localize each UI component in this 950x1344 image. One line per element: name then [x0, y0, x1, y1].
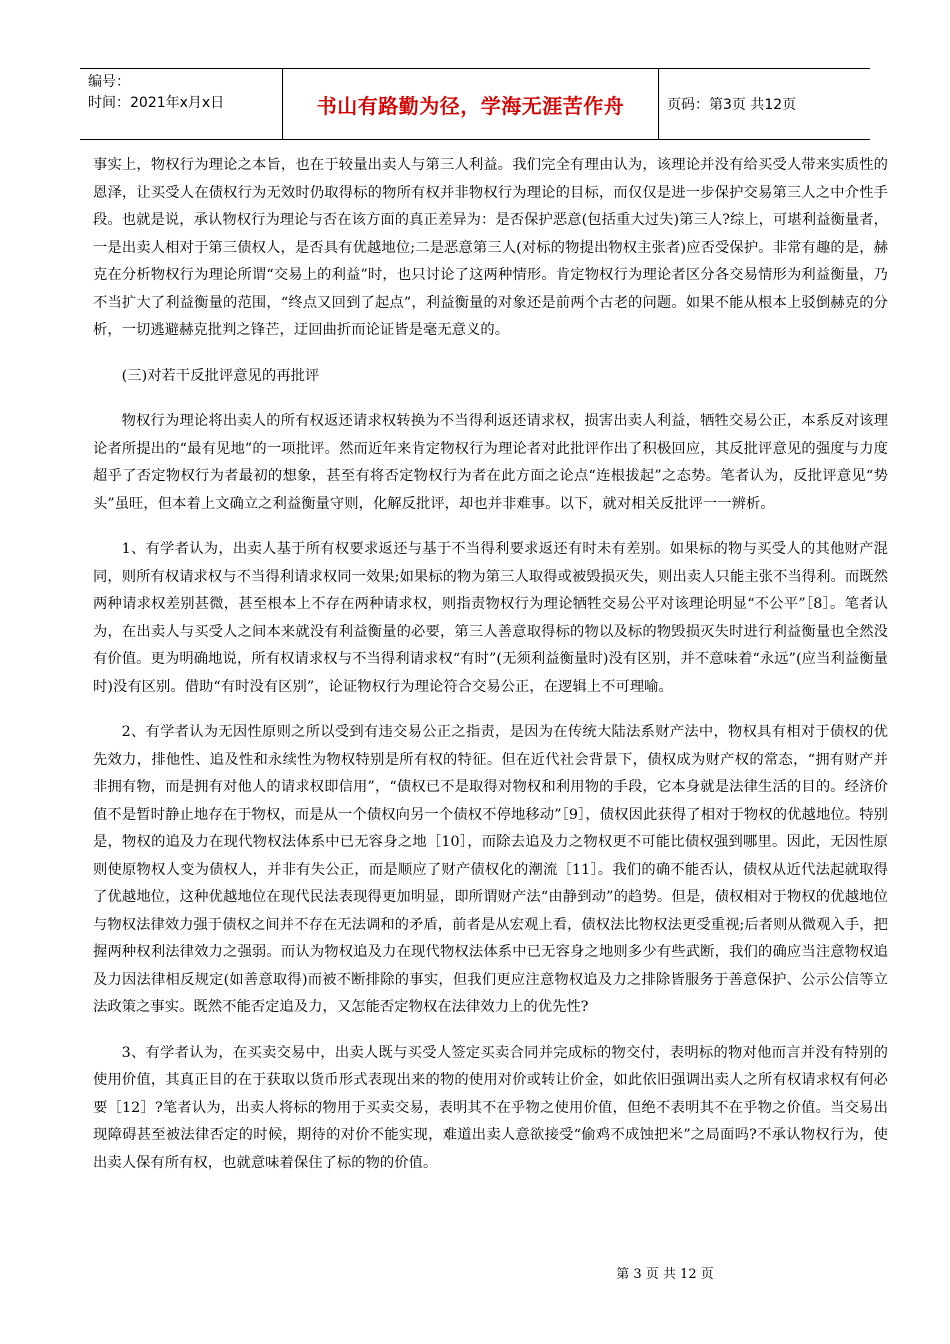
- header-page-info: 页码：第3页 共12页: [667, 97, 797, 113]
- paragraph: 3、有学者认为，在买卖交易中，出卖人既与买受人签定买卖合同并完成标的物交付，表明标的物对他而言并没有特别的使用价值，其真正目的在于获取以货币形式表现出来的物的使用对价或转让价金，如此依旧强调出卖人之所有权请求权有何必要［12］?笔者认为，出卖人将标的物用于买卖交易，表明其不在乎物之使用价值，但绝不表明其不在乎物之价值。当交易出现障碍甚至被法律否定的时候，期待的对价不能实现，难道出卖人意欲接受“偷鸡不成蚀把米”之局面吗?不承认物权行为，使出卖人保有所有权，也就意味着保住了标的物的价值。: [93, 1044, 888, 1171]
- page-footer: 第 3 页 共 12 页: [616, 1267, 714, 1282]
- paragraph: 1、有学者认为，出卖人基于所有权要求返还与基于不当得利要求返还有时未有差别。如果标的物与买受人的其他财产混同，则所有权请求权与不当得利请求权同一效果;如果标的物为第三人取得或被毁损灭失，则出卖人只能主张不当得利。而既然两种请求权差别甚微，甚至根本上不存在两种请求权，则指责物权行为理论牺牲交易公平对该理论明显“不公平”［8］。笔者认为，在出卖人与买受人之间本来就没有利益衡量的必要，第三人善意取得标的物以及标的物毁损灭失时进行利益衡量也全然没有价值。更为明确地说，所有权请求权与不当得利请求权“有时”(无须利益衡量时)没有区别，并不意味着“永远”(应当利益衡量时)没有区别。借助“有时没有区别”，论证物权行为理论符合交易公正，在逻辑上不可理喻。: [93, 541, 888, 695]
- page-header: [80, 68, 870, 140]
- paragraph: 2、有学者认为无因性原则之所以受到有违交易公正之指责，是因为在传统大陆法系财产法中，物权具有相对于债权的优先效力，排他性、追及性和永续性为物权特别是所有权的特征。但在近代社会背景下，债权成为财产权的常态，“拥有财产并非拥有物，而是拥有对他人的请求权即信用”，“债权已不是取得对物权和利用物的手段，它本身就是法律生活的目的。经济价值不是暂时静止地存在于物权，而是从一个债权向另一个债权不停地移动”［9］，债权因此获得了相对于物权的优越地位。特别是，物权的追及力在现代物权法体系中已无容身之地［10］，而除去追及力之物权更不可能比债权强到哪里。因此，无因性原则使原物权人变为债权人，并非有失公正，而是顺应了财产债权化的潮流［11］。我们的确不能否认，债权从近代法起就取得了优越地位，这种优越地位在现代民法表现得更加明显，即所谓财产法“由静到动”的趋势。但是，债权相对于物权的优越地位与物权法律效力强于债权之间并不存在无法调和的矛盾，前者是从宏观上看，债权法比物权法更受重视;后者则从微观入手，把握两种权利法律效力之强弱。而认为物权追及力在现代物权法体系中已无容身之地则多少有些武断，我们的确应当注意物权追及力因法律相反规定(如善意取得)而被不断排除的事实，但我们更应注意物权追及力之排除皆服务于善意保护、公示公信等立法政策之事实。既然不能否定追及力，又怎能否定物权在法律效力上的优先性?: [93, 724, 888, 1015]
- section-heading: (三)对若干反批评意见的再批评: [121, 367, 320, 384]
- paragraph: 事实上，物权行为理论之本旨，也在于较量出卖人与第三人利益。我们完全有理由认为，该理论并没有给买受人带来实质性的恩泽，让买受人在债权行为无效时仍取得标的物所有权并非物权行为理论的目标，而仅仅是进一步保护交易第三人之中介性手段。也就是说，承认物权行为理论与否在该方面的真正差异为：是否保护恶意(包括重大过失)第三人?综上，可堪利益衡量者，一是出卖人相对于第三债权人，是否具有优越地位;二是恶意第三人(对标的物提出物权主张者)应否受保护。非常有趣的是，赫克在分析物权行为理论所谓“交易上的利益”时，也只讨论了这两种情形。肯定物权行为理论者区分各交易情形为利益衡量，乃不当扩大了利益衡量的范围，“终点又回到了起点”，利益衡量的对象还是前两个古老的问题。如果不能从根本上驳倒赫克的分析，一切逃避赫克批判之锋芒，迂回曲折而论证皆是毫无意义的。: [93, 157, 888, 338]
- document-number-label: 编号：: [88, 74, 130, 90]
- header-meta: [80, 69, 283, 139]
- header-motto: 书山有路勤为径，学海无涯苦作舟: [283, 69, 659, 139]
- document-time-label: 时间：2021年x月x日: [88, 95, 225, 111]
- paragraph: 物权行为理论将出卖人的所有权返还请求权转换为不当得利返还请求权，损害出卖人利益，牺牲交易公正，本系反对该理论者所提出的“最有见地”的一项批评。然而近年来肯定物权行为理论者对此批评作出了积极回应，其反批评意见的强度与力度超乎了否定物权行为者最初的想象，甚至有将否定物权行为者在此方面之论点“连根拔起”之态势。笔者认为，反批评意见“势头”虽旺，但本着上文确立之利益衡量守则，化解反批评，却也并非难事。以下，就对相关反批评一一辨析。: [93, 413, 888, 512]
- document-body: [93, 152, 888, 1195]
